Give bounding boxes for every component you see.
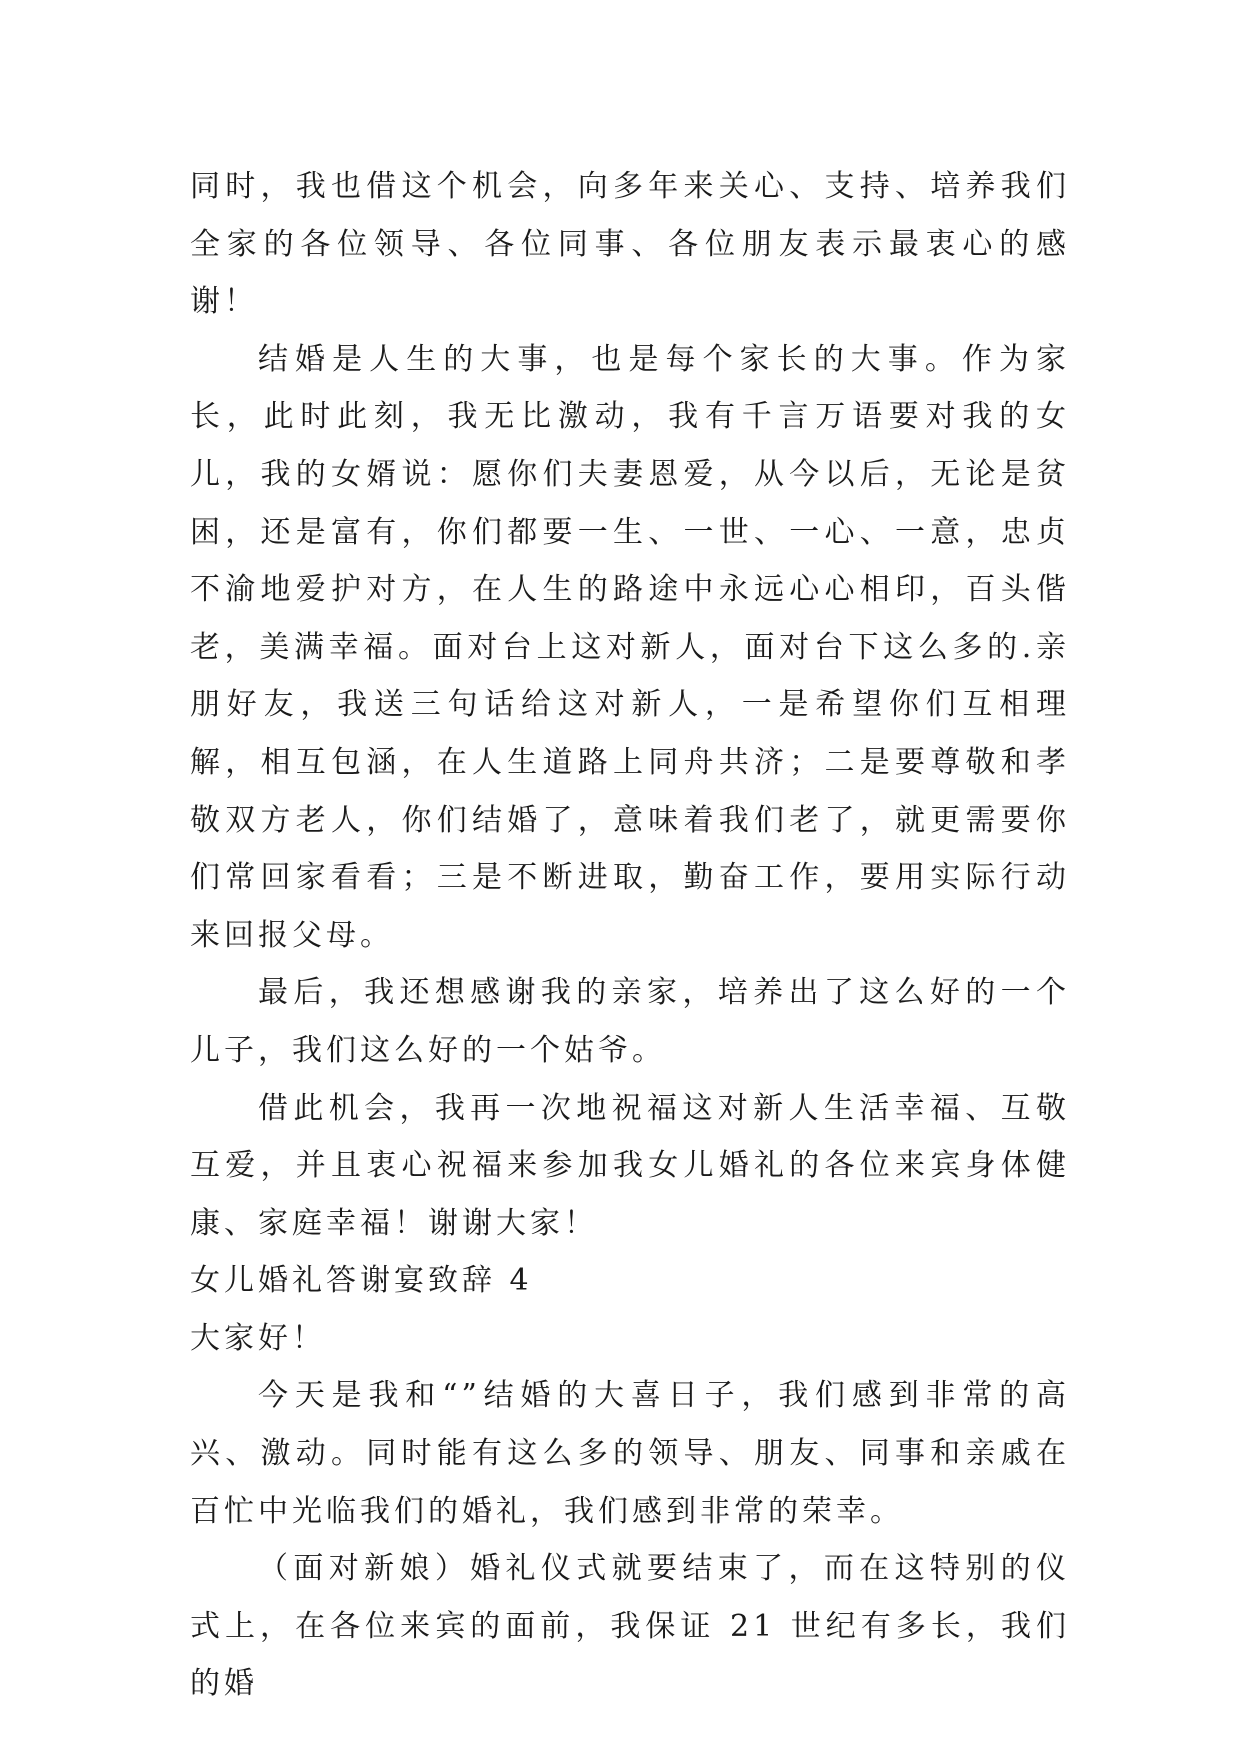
paragraph-blessing: 借此机会，我再一次地祝福这对新人生活幸福、互敬互爱，并且衷心祝福来参加我女儿婚礼的各位来宾身体健康、家庭幸福！谢谢大家！: [190, 1090, 1070, 1241]
paragraph-in-laws-thanks: 最后，我还想感谢我的亲家，培养出了这么好的一个儿子，我们这么好的一个姑爷。: [190, 975, 1070, 1068]
section-heading: 女儿婚礼答谢宴致辞 4: [190, 1263, 533, 1299]
paragraph-promise: （面对新娘）婚礼仪式就要结束了，而在这特别的仪式上，在各位来宾的面前，我保证 21 世纪有多长，我们的婚: [190, 1551, 1070, 1702]
document-body: [190, 158, 1070, 1713]
paragraph-thanks: 同时，我也借这个机会，向多年来关心、支持、培养我们全家的各位领导、各位同事、各位朋友表示最衷心的感谢！: [190, 169, 1070, 320]
paragraph-wedding-day: 今天是我和“”结婚的大喜日子，我们感到非常的高兴、激动。同时能有这么多的领导、朋友、同事和亲戚在百忙中光临我们的婚礼，我们感到非常的荣幸。: [190, 1378, 1070, 1529]
paragraph-marriage-wishes: 结婚是人生的大事，也是每个家长的大事。作为家长，此时此刻，我无比激动，我有千言万语要对我的女儿，我的女婿说：愿你们夫妻恩爱，从今以后，无论是贫困，还是富有，你们都要一生、一世、一心、一意，忠贞不渝地爱护对方，在人生的路途中永远心心相印，百头偕老，美满幸福。面对台上这对新人，面对台下这么多的.亲朋好友，我送三句话给这对新人，一是希望你们互相理解，相互包涵，在人生道路上同舟共济；二是要尊敬和孝敬双方老人，你们结婚了，意味着我们老了，就更需要你们常回家看看；三是不断进取，勤奋工作，要用实际行动来回报父母。: [190, 341, 1070, 953]
greeting: 大家好！: [190, 1320, 326, 1356]
